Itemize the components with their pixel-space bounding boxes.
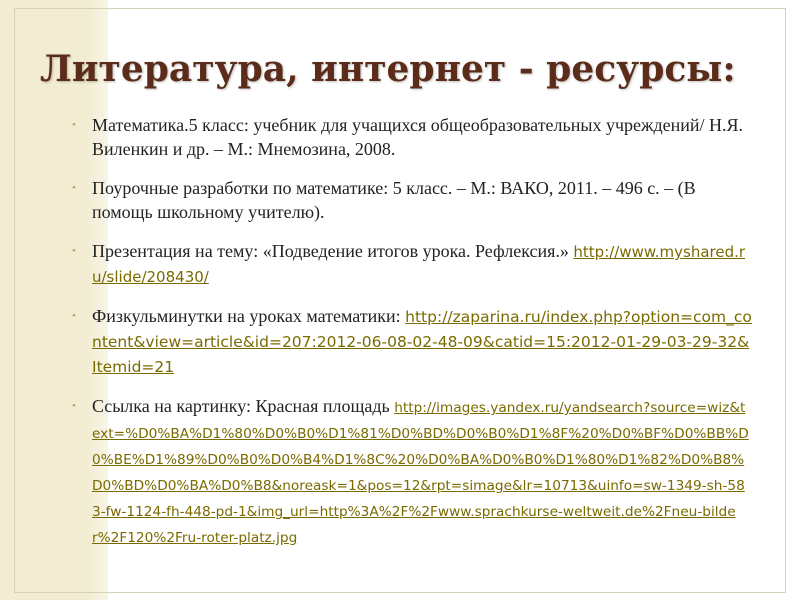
bullet-dot-icon: • xyxy=(72,119,76,131)
reference-link[interactable]: http://www.myshared.ru/slide/208430/ xyxy=(92,243,746,286)
reference-link[interactable]: http://images.yandex.ru/yandsearch?source=wiz&text=%D0%BA%D1%80%D0%B0%D1%81%D0%BD%D0%B0%D1%8F%20%D0%BF%D0%BB%D0%BE%D1%89%D0%B0%D0%B4%D1%8C%20%D0%BA%D0%B0%D1%80%D1%82%D0%B8%D0%BD%D0%BA%D0%B8&noreask=1&pos=12&rpt=simage&lr=10713&uinfo=sw-1349-sh-583-fw-1124-fh-448-pd-1&img_url=http%3A%2F%2Fwww.sprachkurse-weltweit.de%2Fneu-bilder%2F120%2Fru-roter-platz.jpg xyxy=(92,400,749,546)
list-item xyxy=(72,176,752,224)
reference-list xyxy=(72,113,752,565)
list-item xyxy=(72,113,752,161)
reference-text: Презентация на тему: «Подведение итогов урока. Рефлексия.» xyxy=(92,241,574,261)
list-item xyxy=(72,304,752,379)
reference-text: Физкульминутки на уроках математики: xyxy=(92,306,406,326)
reference-text: Математика.5 класс: учебник для учащихся общеобразовательных учреждений/ Н.Я. Виленкин и др. – М.: Мнемозина, 2008. xyxy=(92,115,743,159)
reference-text: Поурочные разработки по математике: 5 класс. – М.: ВАКО, 2011. – 496 с. – (В помощь школьному учителю). xyxy=(92,178,696,222)
bullet-dot-icon: • xyxy=(72,182,76,194)
reference-text: Ссылка на картинку: Красная площадь xyxy=(92,396,395,416)
bullet-dot-icon: • xyxy=(72,310,76,322)
list-item xyxy=(72,239,752,289)
slide-title: Литература, интернет - ресурсы: xyxy=(40,48,736,90)
bullet-dot-icon: • xyxy=(72,400,76,412)
list-item xyxy=(72,394,752,550)
bullet-dot-icon: • xyxy=(72,245,76,257)
reference-link[interactable]: http://zaparina.ru/index.php?option=com_content&view=article&id=207:2012-06-08-02-48-09&catid=15:2012-01-29-03-29-32&Itemid=21 xyxy=(92,308,752,376)
